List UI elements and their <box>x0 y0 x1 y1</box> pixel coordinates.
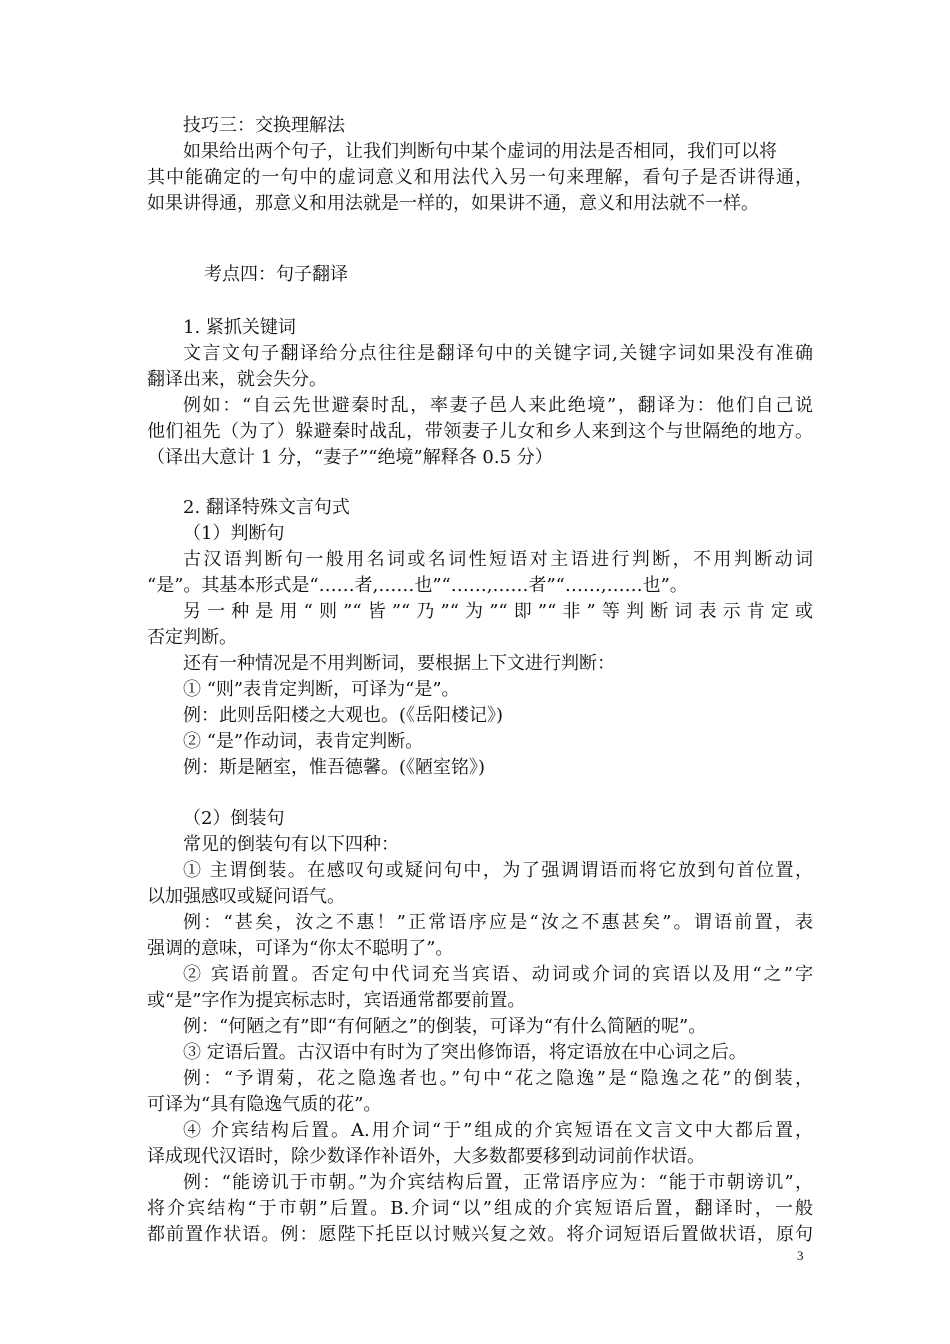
paragraph-line: 译成现代汉语时，除少数译作补语外，大多数都要移到动词前作状语。 <box>147 1146 705 1167</box>
paragraph-line: 或“是”字作为提宾标志时，宾语通常都要前置。 <box>147 990 526 1011</box>
example-line: 例：“能谤讥于市朝。”为介宾结构后置，正常语序应为：“能于市朝谤讥”， <box>183 1172 813 1193</box>
paragraph-line: 如果给出两个句子，让我们判断句中某个虚词的用法是否相同，我们可以将 <box>183 141 777 162</box>
list-item: ② 宾语前置。否定句中代词充当宾语、动词或介词的宾语以及用“之”字 <box>183 964 813 985</box>
example-line: 例：“何陋之有”即“有何陋之”的倒装，可译为“有什么简陋的呢”。 <box>183 1016 707 1037</box>
paragraph-line: （译出大意计 1 分，“妻子”“绝境”解释各 0.5 分） <box>147 447 553 468</box>
paragraph-line: 翻译出来，就会失分。 <box>147 369 327 390</box>
paragraph-line: 古汉语判断句一般用名词或名词性短语对主语进行判断，不用判断动词 <box>183 549 813 570</box>
paragraph-line: 还有一种情况是不用判断词，要根据上下文进行判断： <box>183 653 615 674</box>
example-line: 例：此则岳阳楼之大观也。(《岳阳楼记》) <box>183 705 504 726</box>
paragraph-line: 如果讲得通，那意义和用法就是一样的，如果讲不通，意义和用法就不一样。 <box>147 193 759 214</box>
paragraph-line: 其中能确定的一句中的虚词意义和用法代入另一句来理解，看句子是否讲得通， <box>147 167 813 188</box>
paragraph-line: 否定判断。 <box>147 627 237 648</box>
paragraph-line: 他们祖先（为了）躲避秦时战乱，带领妻子儿女和乡人来到这个与世隔绝的地方。 <box>147 421 813 442</box>
paragraph-line: 例如：“自云先世避秦时乱，率妻子邑人来此绝境”，翻译为：他们自己说 <box>183 395 813 416</box>
list-item: ④ 介宾结构后置。A.用介词“于”组成的介宾短语在文言文中大都后置， <box>183 1120 813 1141</box>
paragraph-line: “是”。其基本形式是“……者,……也”“……,……者”“……,……也”。 <box>147 575 688 596</box>
paragraph-line: 将介宾结构“于市朝”后置。B.介词“以”组成的介宾短语后置，翻译时，一般 <box>147 1198 813 1219</box>
paragraph-line: 以加强感叹或疑问语气。 <box>147 886 345 907</box>
paragraph-line: 可译为“具有隐逸气质的花”。 <box>147 1094 382 1115</box>
subheading-special-sentences: 2. 翻译特殊文言句式 <box>183 497 350 518</box>
example-line: 例：“予谓菊，花之隐逸者也。”句中“花之隐逸”是“隐逸之花”的倒装， <box>183 1068 813 1089</box>
subheading-key-words: 1. 紧抓关键词 <box>183 317 296 338</box>
list-item: ① 主谓倒装。在感叹句或疑问句中，为了强调谓语而将它放到句首位置， <box>183 860 813 881</box>
example-line: 例：“甚矣，汝之不惠！”正常语序应是“汝之不惠甚矣”。谓语前置，表 <box>183 912 813 933</box>
paragraph-line: 另一种是用“则”“皆”“乃”“为”“即”“非”等判断词表示肯定或 <box>183 601 813 622</box>
subheading-judgment: （1）判断句 <box>183 523 285 544</box>
paragraph-line: 都前置作状语。例：愿陛下托臣以讨贼兴复之效。将介词短语后置做状语，原句 <box>147 1224 813 1245</box>
paragraph-line: 文言文句子翻译给分点往往是翻译句中的关键字词,关键字词如果没有准确 <box>183 343 813 364</box>
heading-technique-3: 技巧三：交换理解法 <box>183 115 345 136</box>
paragraph-line: 强调的意味，可译为“你太不聪明了”。 <box>147 938 454 959</box>
page-number: 3 <box>797 1248 804 1263</box>
list-item: ③ 定语后置。古汉语中有时为了突出修饰语，将定语放在中心词之后。 <box>183 1042 747 1063</box>
list-item: ① “则”表肯定判断，可译为“是”。 <box>183 679 460 700</box>
heading-exam-point-4: 考点四：句子翻译 <box>204 264 348 285</box>
paragraph-line: 常见的倒装句有以下四种： <box>183 834 399 855</box>
example-line: 例：斯是陋室，惟吾德馨。(《陋室铭》) <box>183 757 486 778</box>
subheading-inversion: （2）倒装句 <box>183 808 285 829</box>
list-item: ② “是”作动词，表肯定判断。 <box>183 731 424 752</box>
